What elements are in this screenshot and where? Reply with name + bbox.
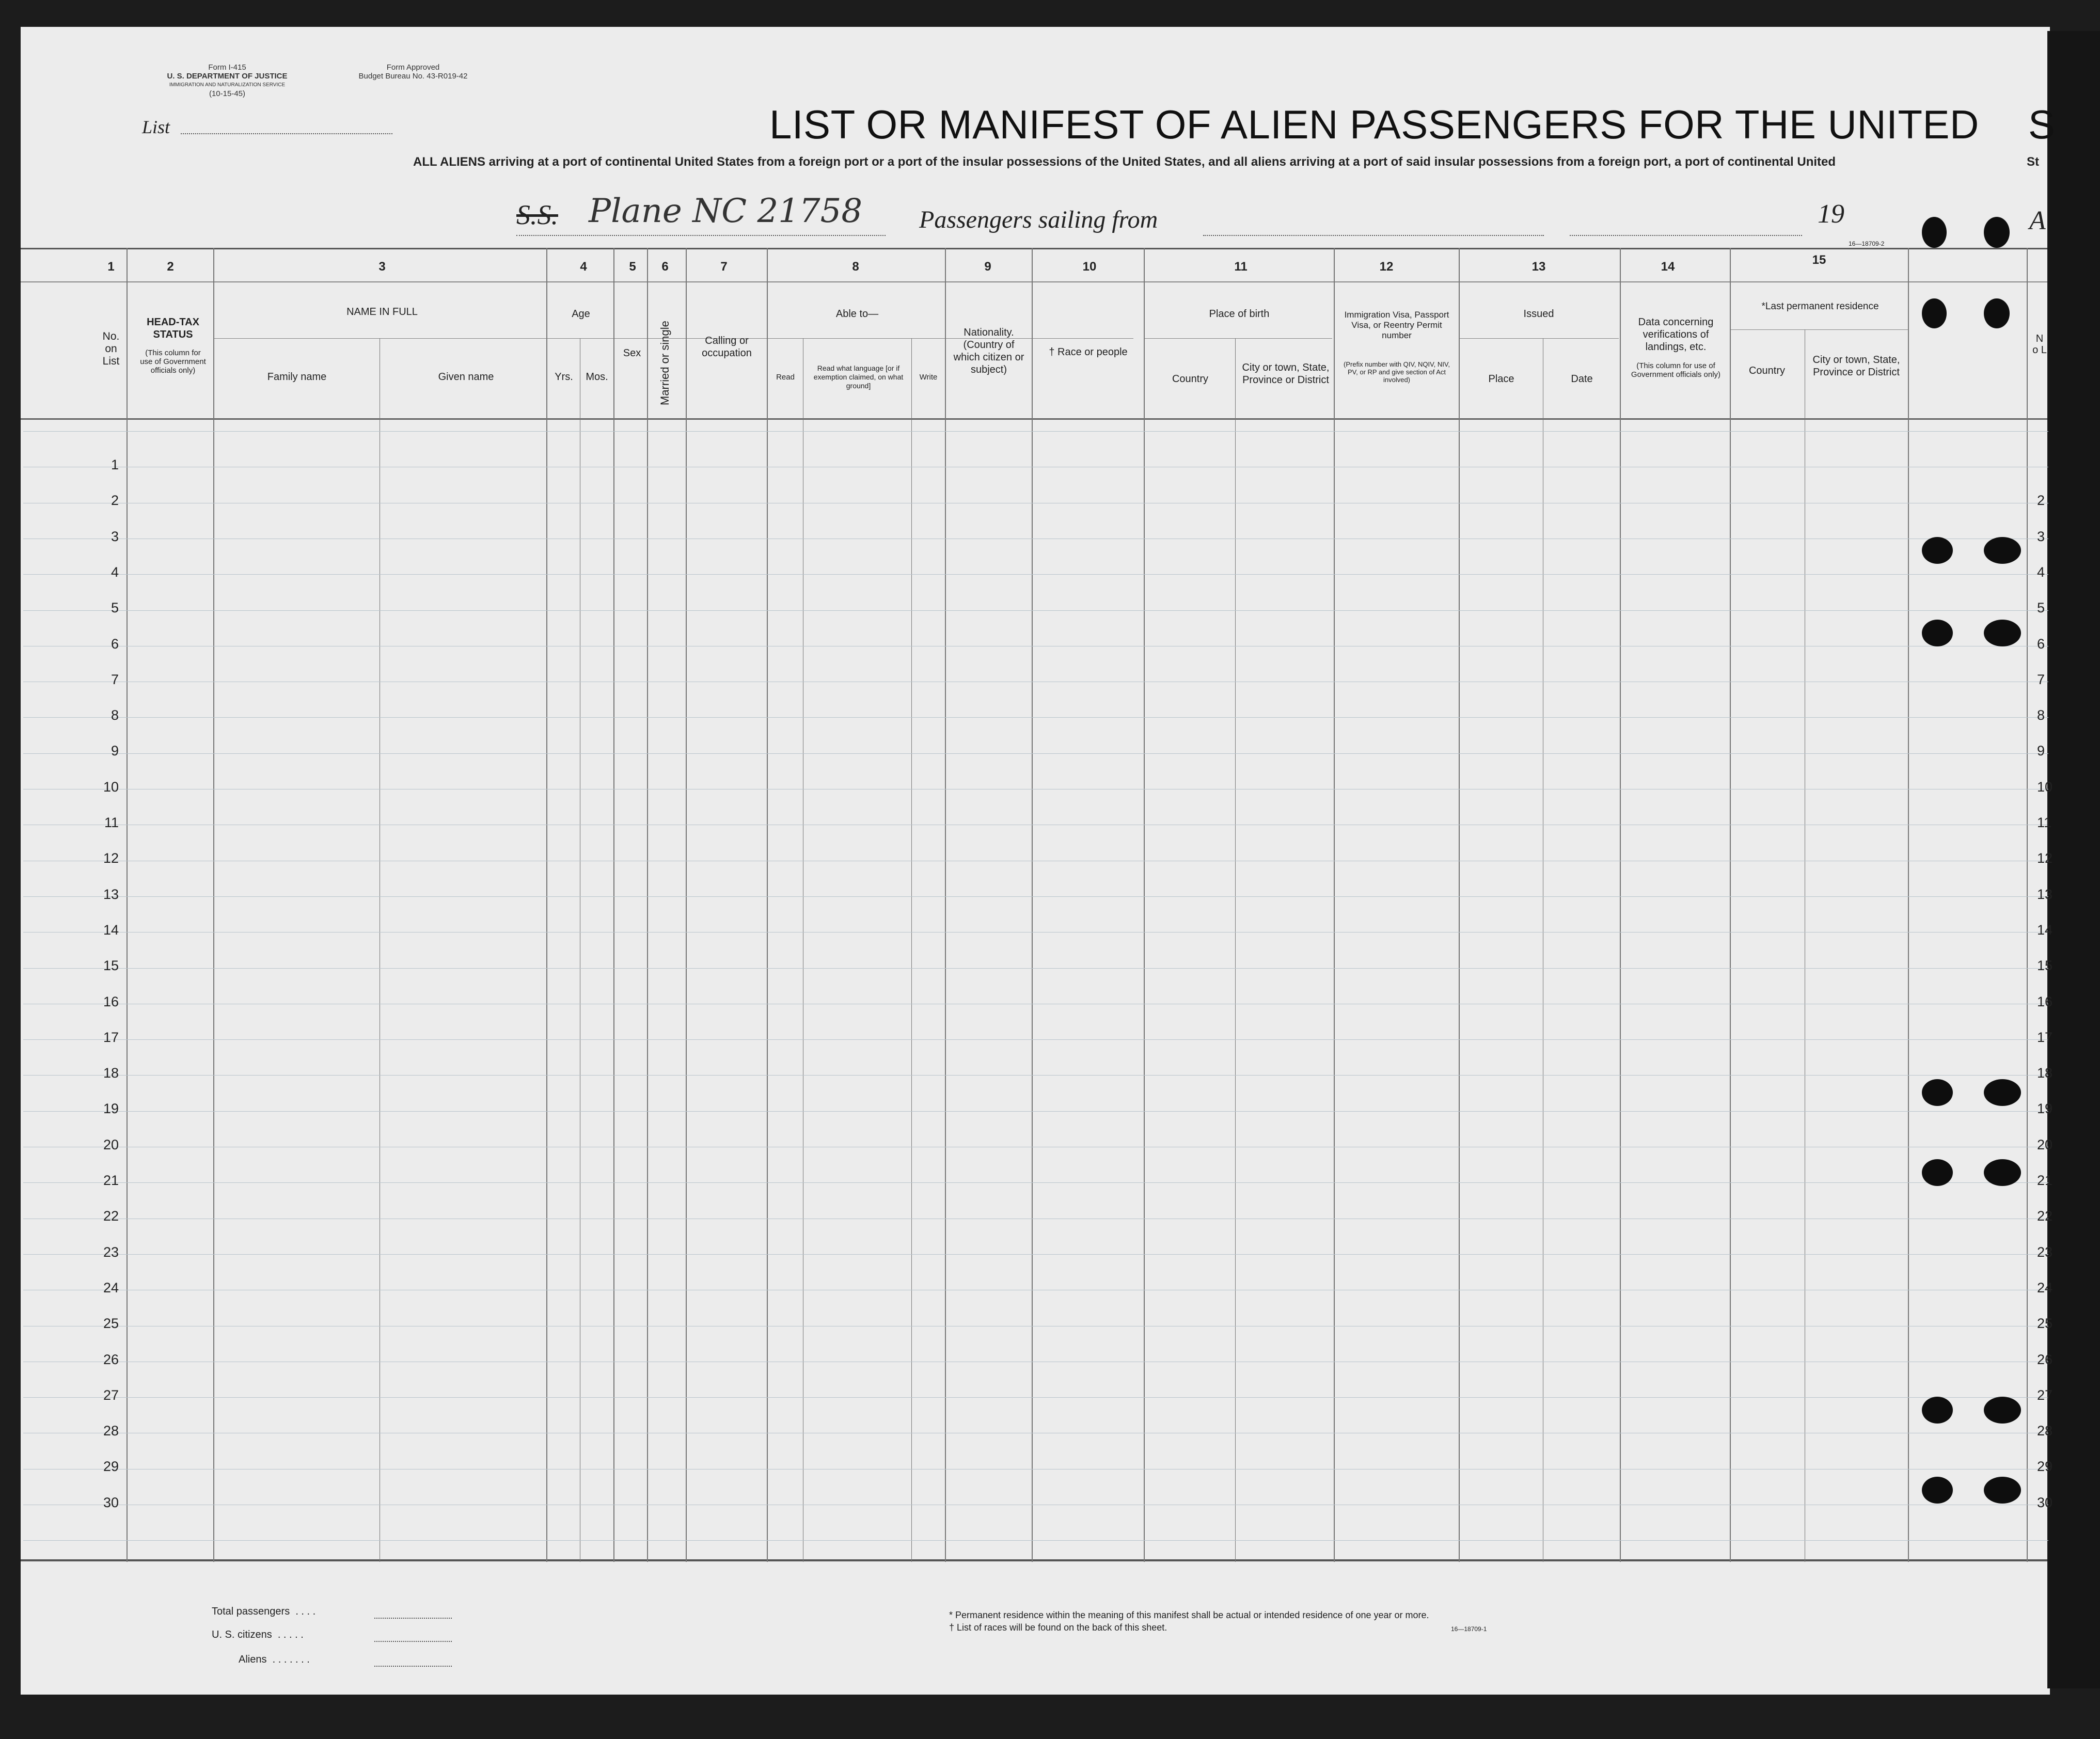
row-number: 3	[110, 529, 119, 544]
header-read-language: Read what language [or if exemption claimed, on what ground]	[813, 364, 904, 390]
punch-hole	[1922, 298, 1947, 328]
sailing-from-field	[1203, 235, 1544, 236]
punch-hole	[1984, 298, 2010, 328]
col-line-6	[686, 248, 687, 1562]
service: IMMIGRATION AND NATURALIZATION SERVICE	[169, 82, 286, 88]
row-number: 1	[110, 457, 119, 472]
row-number-right: 16	[2037, 994, 2053, 1009]
header-residence-country: Country	[1748, 365, 1786, 376]
header-calling: Calling or occupation	[702, 335, 752, 359]
row-number-right: 29	[2037, 1459, 2053, 1474]
header-read: Read	[776, 373, 795, 382]
row-number: 28	[103, 1423, 119, 1438]
col-line-right	[2027, 248, 2028, 1562]
header-data-note: (This column for use of Government officials only)	[1631, 361, 1721, 379]
row-number: 6	[110, 636, 119, 652]
colnum-7: 7	[720, 260, 728, 274]
colnum-5: 5	[629, 260, 636, 274]
header-birth-country: Country	[1172, 373, 1209, 385]
header-right-cut: N o L	[2032, 333, 2047, 356]
row-number-right: 6	[2037, 636, 2045, 652]
row-rule-line	[23, 753, 2048, 754]
department: U. S. DEPARTMENT OF JUSTICE	[167, 72, 288, 81]
colnum-1: 1	[107, 260, 115, 274]
punch-hole	[1984, 1159, 2021, 1186]
col-line-11a	[1235, 338, 1236, 1562]
punch-hole	[1984, 1397, 2021, 1424]
row-number-right: 27	[2037, 1387, 2053, 1403]
colnum-6: 6	[661, 260, 669, 274]
title-cut: S	[2028, 102, 2056, 147]
colnum-11: 11	[1234, 260, 1248, 274]
footer-total-field	[374, 1618, 452, 1619]
residence-subheader-line	[1730, 329, 1908, 330]
row-number-right: 14	[2037, 922, 2053, 938]
row-number: 22	[103, 1208, 119, 1224]
row-number-right: 4	[2037, 564, 2045, 580]
form-number: Form I-415	[208, 63, 246, 72]
subtitle: ALL ALIENS arriving at a port of continental United States from a foreign port or a port of the insular possessions of the United States, and all aliens arriving at a port of said insular possessions from a foreign port, a port of continental United	[413, 155, 1836, 169]
row-rule-line	[23, 1075, 2048, 1076]
header-family-name: Family name	[267, 371, 327, 383]
list-number-field	[181, 133, 392, 134]
table-top-border	[21, 248, 2047, 249]
col-line-5	[647, 248, 648, 1562]
row-number: 23	[103, 1244, 119, 1260]
row-rule-line	[23, 968, 2048, 969]
row-number: 26	[103, 1352, 119, 1367]
punch-hole	[1984, 620, 2021, 646]
print-code: 16—18709-2	[1849, 240, 1885, 247]
row-number-right: 24	[2037, 1280, 2053, 1295]
colnum-13: 13	[1531, 260, 1546, 274]
col-line-2	[213, 248, 214, 1562]
sailing-label: Passengers sailing from	[919, 206, 1158, 233]
col-line-1	[127, 248, 128, 1562]
date-code: (10-15-45)	[209, 89, 246, 98]
punch-hole	[1922, 1477, 1953, 1504]
row-number-right: 12	[2037, 850, 2053, 866]
row-number: 14	[103, 922, 119, 938]
row-number: 19	[103, 1101, 119, 1116]
row-number: 12	[103, 850, 119, 866]
ship-name-handwritten: Plane NC 21758	[589, 192, 863, 230]
header-issued-date: Date	[1571, 373, 1593, 385]
colnum-row-border	[21, 281, 2047, 282]
approved-line1: Form Approved	[386, 63, 440, 72]
header-nationality: Nationality. (Country of which citizen or subject)	[953, 327, 1024, 375]
header-bottom-border	[21, 418, 2047, 420]
footer-aliens-label: Aliens	[239, 1654, 267, 1665]
punch-hole	[1984, 1079, 2021, 1106]
col-line-12	[1459, 248, 1460, 1562]
row-number: 5	[110, 600, 119, 615]
header-data-concerning: Data concerning verifications of landings, etc.	[1638, 317, 1714, 353]
header-place-of-birth: Place of birth	[1209, 308, 1270, 320]
footer-aliens: Aliens . . . . . . .	[239, 1654, 310, 1665]
punch-hole	[1984, 1477, 2021, 1504]
form-info	[139, 63, 315, 98]
row-number-right: 21	[2037, 1173, 2053, 1188]
header-birth-city: City or town, State, Province or District	[1242, 362, 1330, 386]
footer-note-2: † List of races will be found on the back of this sheet.	[949, 1622, 1167, 1633]
approved-line2: Budget Bureau No. 43-R019-42	[358, 72, 468, 81]
row-rule-line	[23, 431, 2048, 432]
header-married: Married or single	[658, 321, 671, 405]
row-number: 18	[103, 1065, 119, 1081]
row-number: 27	[103, 1387, 119, 1403]
birth-subheader-line	[1144, 338, 1332, 339]
colnum-4: 4	[580, 260, 587, 274]
row-number-right: 10	[2037, 779, 2053, 795]
row-rule-line	[23, 610, 2048, 611]
row-rule-line	[23, 896, 2048, 897]
header-yrs: Yrs.	[555, 371, 573, 383]
header-given-name: Given name	[438, 371, 494, 383]
row-rule-line	[23, 1397, 2048, 1398]
col-line-9	[1032, 248, 1033, 1562]
row-number: 2	[110, 493, 119, 508]
row-number-right: 25	[2037, 1316, 2053, 1331]
punch-hole	[1922, 537, 1953, 564]
header-head-tax: HEAD-TAX STATUS	[147, 317, 199, 340]
row-rule-line	[23, 574, 2048, 575]
row-number: 20	[103, 1137, 119, 1152]
row-number: 15	[103, 958, 119, 973]
punch-hole	[1984, 537, 2021, 564]
col-line-13	[1620, 248, 1621, 1562]
row-number: 13	[103, 887, 119, 902]
able-subheader-line	[767, 338, 945, 339]
row-rule-line	[23, 1111, 2048, 1112]
header-residence-city: City or town, State, Province or District	[1812, 354, 1900, 378]
row-number: 8	[110, 707, 119, 723]
row-number-right: 15	[2037, 958, 2053, 973]
row-number-right: 3	[2037, 529, 2045, 544]
row-number: 24	[103, 1280, 119, 1295]
header-sex: Sex	[623, 347, 641, 359]
row-number: 17	[103, 1030, 119, 1045]
footer-note-1: * Permanent residence within the meaning of this manifest shall be actual or intended residence of one year or more.	[949, 1610, 1429, 1620]
footer-aliens-field	[374, 1666, 452, 1667]
approval-info	[341, 63, 485, 81]
col-line-14	[1730, 248, 1731, 1562]
col-line-8	[945, 248, 946, 1562]
colnum-14: 14	[1661, 260, 1675, 274]
row-number: 9	[110, 743, 119, 758]
colnum-15: 15	[1812, 253, 1826, 267]
page-title: LIST OR MANIFEST OF ALIEN PASSENGERS FOR THE UNITED	[769, 102, 1979, 147]
row-number-right: 5	[2037, 600, 2045, 615]
header-name-in-full: NAME IN FULL	[346, 306, 418, 318]
header-able-to: Able to—	[835, 308, 879, 320]
colnum-3: 3	[378, 260, 386, 274]
footer-citizens-label: U. S. citizens	[212, 1629, 272, 1640]
row-number: 7	[110, 672, 119, 687]
year-prefix: 19	[1818, 199, 1844, 229]
colnum-2: 2	[167, 260, 174, 274]
punch-hole	[1984, 217, 2010, 248]
row-rule-line	[23, 1540, 2048, 1541]
footer-total-label: Total passengers	[212, 1606, 290, 1617]
row-number: 29	[103, 1459, 119, 1474]
header-issued-place: Place	[1488, 373, 1514, 385]
header-visa-note: (Prefix number with QIV, NQIV, NIV, PV, or RP and give section of Act involved)	[1344, 360, 1450, 384]
row-number-right: 20	[2037, 1137, 2053, 1152]
issued-subheader-line	[1459, 338, 1619, 339]
colnum-9: 9	[984, 260, 991, 274]
row-number-right: 8	[2037, 707, 2045, 723]
list-label: List	[142, 117, 170, 137]
row-number-right: 9	[2037, 743, 2045, 758]
row-number-right: 7	[2037, 672, 2045, 687]
punch-hole	[1922, 1079, 1953, 1106]
row-number: 16	[103, 994, 119, 1009]
header-last-residence: *Last permanent residence	[1761, 301, 1879, 312]
header-no-on-list: No. on List	[102, 330, 120, 367]
row-number: 30	[103, 1495, 119, 1510]
row-number: 25	[103, 1316, 119, 1331]
row-number-right: 17	[2037, 1030, 2053, 1045]
footer-citizens-field	[374, 1641, 452, 1642]
punch-hole	[1922, 620, 1953, 646]
header-race: † Race or people	[1049, 346, 1128, 358]
right-cut-text: A	[2029, 206, 2046, 235]
row-number-right: 19	[2037, 1101, 2053, 1116]
footer-citizens: U. S. citizens . . . . .	[212, 1629, 304, 1640]
row-rule-line	[23, 717, 2048, 718]
col-line-15	[1908, 248, 1909, 1562]
row-number: 21	[103, 1173, 119, 1188]
ship-prefix: S.S.	[516, 199, 558, 230]
col-line-10	[1144, 248, 1145, 1562]
row-number-right: 22	[2037, 1208, 2053, 1224]
colnum-8: 8	[852, 260, 859, 274]
row-rule-line	[23, 1182, 2048, 1183]
ship-name-line	[516, 235, 886, 236]
row-number-right: 30	[2037, 1495, 2053, 1510]
col-line-3	[546, 248, 547, 1562]
sailing-date-field	[1570, 235, 1802, 236]
punch-hole	[1922, 1159, 1953, 1186]
header-head-tax-note: (This column for use of Government officials only)	[140, 349, 206, 375]
row-number-right: 13	[2037, 887, 2053, 902]
col-line-4	[613, 248, 614, 1562]
row-number-right: 11	[2037, 815, 2052, 830]
row-rule-line	[23, 1254, 2048, 1255]
col-line-11	[1334, 248, 1335, 1562]
header-mos: Mos.	[586, 371, 608, 383]
table-bottom-border	[21, 1559, 2047, 1561]
col-line-8b	[911, 338, 912, 1562]
row-number-right: 18	[2037, 1065, 2053, 1081]
subtitle-cut: St	[2027, 155, 2039, 169]
row-number: 11	[104, 815, 119, 830]
header-age: Age	[572, 308, 590, 320]
header-write: Write	[919, 373, 938, 382]
footer-code: 16—18709-1	[1451, 1625, 1487, 1633]
row-number-right: 28	[2037, 1423, 2053, 1438]
colnum-10: 10	[1082, 260, 1097, 274]
row-number-right: 26	[2037, 1352, 2053, 1367]
footer-total: Total passengers . . . .	[212, 1606, 316, 1617]
row-rule-line	[23, 1039, 2048, 1040]
header-visa: Immigration Visa, Passport Visa, or Reentry Permit number	[1344, 310, 1449, 340]
row-number-right: 23	[2037, 1244, 2053, 1260]
punch-hole	[1922, 1397, 1953, 1424]
col-line-7	[767, 248, 768, 1562]
punch-hole	[1922, 217, 1947, 248]
row-number-right: 2	[2037, 493, 2045, 508]
header-issued: Issued	[1523, 308, 1554, 320]
row-number: 10	[103, 779, 119, 795]
row-number: 4	[110, 564, 119, 580]
colnum-12: 12	[1379, 260, 1394, 274]
